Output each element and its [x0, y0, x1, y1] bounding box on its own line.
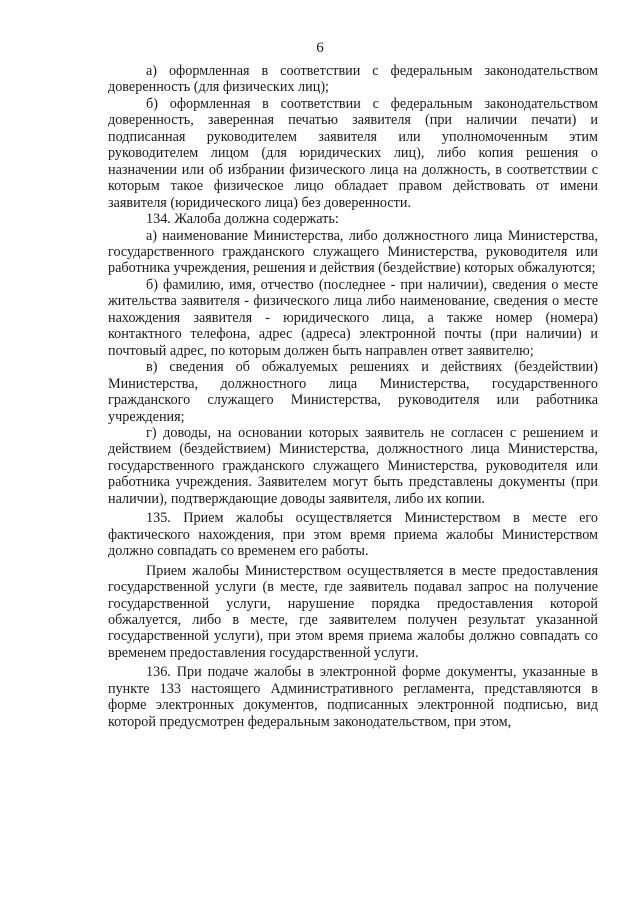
paragraph-136: 136. При подаче жалобы в электронной форме документы, указанные в пункте 133 настоящего Административного регламента, представляются в форме электронных документов, подписанных электронной подписью, вид которой предусмотрен федеральным законодательством, при этом,	[108, 664, 598, 730]
paragraph-134-g: г) доводы, на основании которых заявитель не согласен с решением и действием (бездействием) Министерства, должностного лица Министерства, государственного гражданского служащего Министерства, руководителя или работника учреждения. Заявителем могут быть представлены документы (при наличии), подтверждающие доводы заявителя, либо их копии.	[108, 424, 598, 507]
page-number: 6	[316, 40, 324, 56]
paragraph-134-b: б) фамилию, имя, отчество (последнее - при наличии), сведения о месте жительства заявителя - физического лица либо наименование, сведения о месте нахождения заявителя - юридического лица, а также номер (номера) контактного телефона, адрес (адреса) электронной почты (при наличии) и почтовый адрес, по которым должен быть направлен ответ заявителю;	[108, 276, 598, 359]
paragraph-135-reception: Прием жалобы Министерством осуществляется в месте предоставления государственной услуги (в месте, где заявитель подавал запрос на получение государственной услуги, нарушение порядка предоставления которой обжалуется, либо в месте, где заявителем получен результат указанной государственной услуги), при этом время приема жалобы должно совпадать со временем предоставления государственной услуги.	[108, 562, 598, 661]
paragraph-134-heading: 134. Жалоба должна содержать:	[146, 211, 339, 228]
paragraph-135: 135. Прием жалобы осуществляется Министерством в месте его фактического нахождения, при этом время приема жалобы Министерством должно совпадать со временем его работы.	[108, 510, 598, 560]
paragraph-subitem-a-individuals: а) оформленная в соответствии с федеральным законодательством доверенность (для физических лиц);	[108, 63, 598, 96]
document-body	[108, 63, 598, 730]
paragraph-134-v: в) сведения об обжалуемых решениях и действиях (бездействии) Министерства, должностного лица Министерства, государственного гражданского служащего Министерства, руководителя или работника учреждения;	[108, 359, 598, 425]
paragraph-134-a: а) наименование Министерства, либо должностного лица Министерства, государственного гражданского служащего Министерства, руководителя или работника учреждения, решения и действия (бездействие) которых обжалуются;	[108, 227, 598, 277]
paragraph-subitem-b-legal-entities: б) оформленная в соответствии с федеральным законодательством доверенность, заверенная печатью заявителя (при наличии печати) и подписанная руководителем заявителя или уполномоченным этим руководителем лицом (для юридических лиц), либо копия решения о назначении или об избрании физического лица на должность, в соответствии с которым такое физическое лицо обладает правом действовать от имени заявителя (юридического лица) без доверенности.	[108, 95, 598, 211]
